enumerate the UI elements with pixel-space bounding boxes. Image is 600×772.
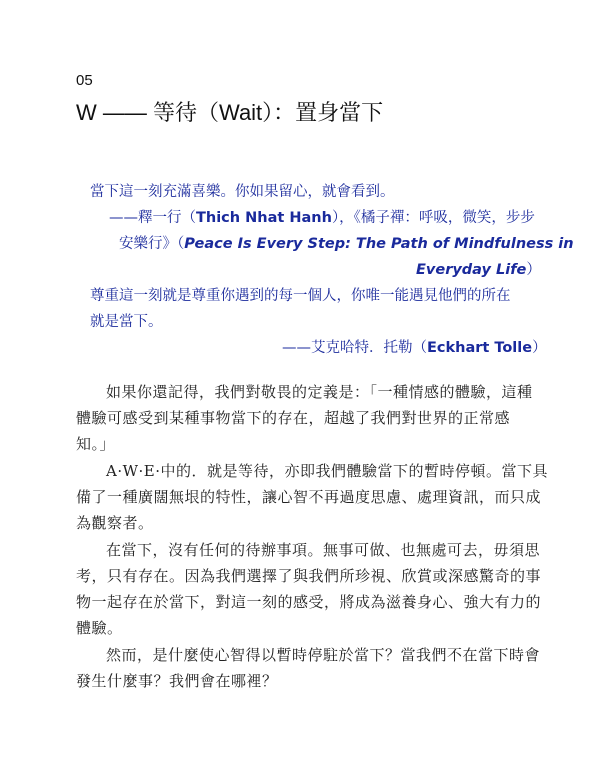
epigraph-2-text-line-1: 尊重這一刻就是尊重你遇到的每一個人，你唯一能遇見他們的所在: [90, 288, 511, 304]
epigraph-1-attribution-line-2: [119, 232, 574, 253]
paragraph-2-line-2: 備了一種廣闊無垠的特性，讓心智不再過度思慮、處理資訊，而只成: [76, 488, 542, 506]
author-name-en: Thich Nhat Hanh: [196, 210, 332, 226]
chapter-title: W —— 等待（Wait）：置身當下: [76, 100, 384, 125]
book-title-en: Peace Is Every Step: The Path of Mindfulness in: [184, 236, 574, 252]
attribution-close: ）: [526, 262, 541, 278]
paragraph-1-line-3: 知。」: [76, 435, 116, 453]
paragraph-3-line-2: 考，只有存在。因為我們選擇了與我們所珍視、欣賞或深感驚奇的事: [76, 567, 542, 585]
attribution-prefix: ——釋一行（: [109, 210, 196, 226]
book-title-en-end: Everyday Life: [416, 262, 527, 278]
paragraph-1-line-2: 體驗可感受到某種事物當下的存在，超越了我們對世界的正常感: [76, 409, 511, 427]
epigraph-1-attribution-line-3: [416, 258, 541, 279]
attribution-close: ）: [532, 340, 547, 356]
attribution-book-zh-end: 安樂行》（: [119, 236, 185, 252]
paragraph-3-line-3: 物一起存在於當下，對這一刻的感受，將成為滋養身心、強大有力的: [76, 593, 542, 611]
paragraph-3-line-4: 體驗。: [76, 619, 123, 637]
epigraph-2-text-line-2: 就是當下。: [90, 314, 163, 330]
paragraph-2-line-3: 為觀察者。: [76, 514, 154, 532]
chapter-number: 05: [76, 72, 93, 89]
epigraph-1-text: 當下這一刻充滿喜樂。你如果留心，就會看到。: [90, 184, 395, 200]
paragraph-2-line-1: A·W·E·中的．就是等待，亦即我們體驗當下的暫時停頓。當下具: [106, 462, 549, 480]
attribution-prefix: ——艾克哈特．托勒（: [282, 340, 427, 356]
paragraph-1-line-1: 如果你還記得，我們對敬畏的定義是：「一種情感的體驗，這種: [106, 383, 533, 401]
epigraph-1-attribution-line-1: [109, 206, 535, 227]
attribution-book-zh: ），《橘子禪：呼吸，微笑，步步: [331, 210, 535, 226]
paragraph-3-line-1: 在當下，沒有任何的待辦事項。無事可做、也無處可去，毋須思: [106, 541, 541, 559]
paragraph-4-line-2: 發生什麼事？我們會在哪裡？: [76, 672, 278, 690]
epigraph-2-attribution: [282, 336, 547, 357]
paragraph-4-line-1: 然而，是什麼使心智得以暫時停駐於當下？當我們不在當下時會: [106, 646, 541, 664]
author-name-en: Eckhart Tolle: [427, 340, 533, 356]
